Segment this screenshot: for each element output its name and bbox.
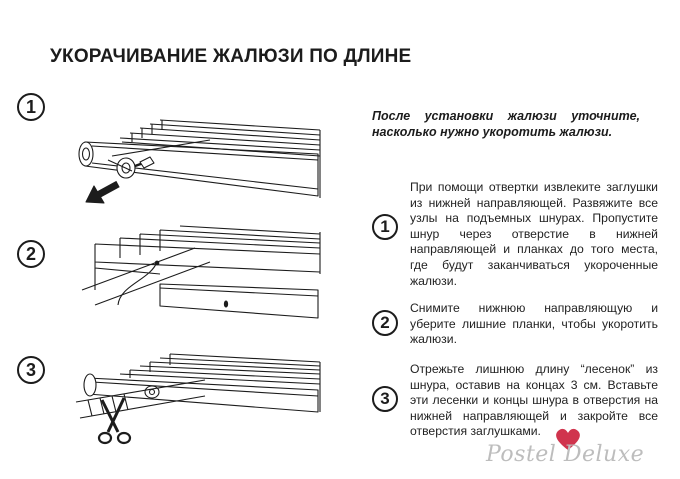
- figure-2-remove-rail: [82, 226, 320, 318]
- figure-step-1-badge: 1: [17, 93, 45, 121]
- step-1-text: При помощи отвертки извлеките заглушки из нижней направляющей. Развяжите все узлы на подъемных шнурах. Пропустите шнур через отверстие в нижней направляющей и планках до того места, где будут заканчиваться укороченные жалюзи.: [410, 180, 658, 288]
- step-2-badge: 2: [372, 310, 398, 336]
- figure-3-cut-ladders: [76, 354, 320, 443]
- step-3-text: Отрежьте лишнюю длину “лесенок” из шнура, оставив на концах 3 см. Вставьте эти лесенки и концы шнура в отверстия на нижней направляющей и закройте все отверстия заглушками.: [410, 362, 658, 439]
- figure-step-2-badge: 2: [17, 240, 45, 268]
- page-title: УКОРАЧИВАНИЕ ЖАЛЮЗИ ПО ДЛИНЕ: [50, 46, 412, 67]
- step-3-badge: 3: [372, 386, 398, 412]
- figure-1-remove-plugs: [79, 120, 320, 203]
- step-1-badge: 1: [372, 214, 398, 240]
- figure-step-3-badge: 3: [17, 356, 45, 384]
- step-2-text: Снимите нижнюю направляющую и уберите лишние планки, чтобы укоротить жалюзи.: [410, 301, 658, 347]
- watermark-logo: Postel Deluxe: [486, 442, 645, 467]
- intro-text: После установки жалюзи уточните, насколько нужно укоротить жалюзи.: [372, 109, 640, 139]
